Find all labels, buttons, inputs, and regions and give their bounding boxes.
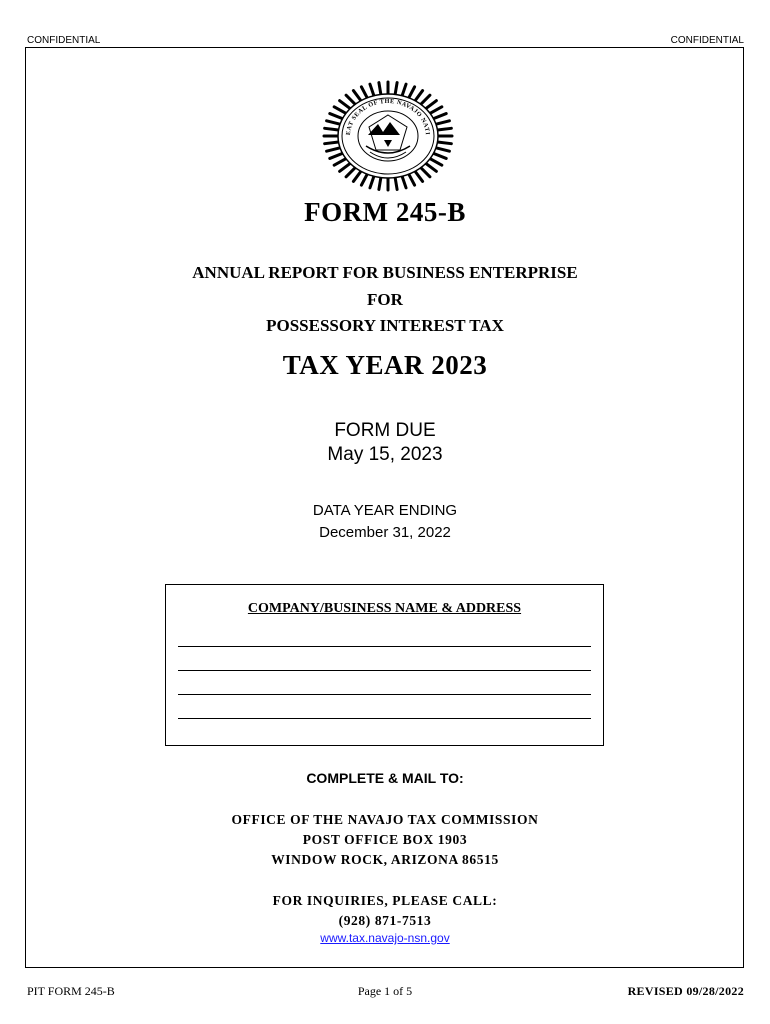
header-confidential-left: CONFIDENTIAL — [27, 35, 101, 46]
company-address-line[interactable] — [178, 670, 591, 671]
mail-to-label: COMPLETE & MAIL TO: — [306, 770, 464, 786]
form-title: FORM 245-B — [304, 197, 466, 227]
inquiries-website-link[interactable]: www.tax.navajo-nsn.gov — [320, 931, 450, 945]
subtitle-line-1: ANNUAL REPORT FOR BUSINESS ENTERPRISE — [192, 263, 578, 282]
subtitle-line-2: FOR — [367, 290, 403, 309]
company-address-box — [165, 584, 604, 746]
inquiries-phone: (928) 871-7513 — [338, 913, 432, 928]
form-due-label: FORM DUE — [334, 420, 436, 441]
company-address-line[interactable] — [178, 646, 591, 647]
form-due-date: May 15, 2023 — [327, 444, 443, 465]
company-address-line[interactable] — [178, 718, 591, 719]
footer-page-number: Page 1 of 5 — [357, 984, 413, 998]
data-year-date: December 31, 2022 — [319, 524, 451, 541]
company-address-label: COMPANY/BUSINESS NAME & ADDRESS — [247, 601, 522, 616]
footer-form-id: PIT FORM 245-B — [27, 984, 115, 998]
inquiries-label: FOR INQUIRIES, PLEASE CALL: — [272, 893, 498, 908]
mail-address-line-3: WINDOW ROCK, ARIZONA 86515 — [271, 852, 499, 867]
mail-address-line-1: OFFICE OF THE NAVAJO TAX COMMISSION — [231, 812, 539, 827]
navajo-nation-seal-icon — [320, 80, 456, 192]
mail-address-line-2: POST OFFICE BOX 1903 — [302, 832, 468, 847]
company-address-line[interactable] — [178, 694, 591, 695]
subtitle-line-3: POSSESSORY INTEREST TAX — [266, 316, 504, 335]
svg-text:GREAT SEAL OF THE NAVAJO NATIO: EAT SEAL OF THE NAVAJO NATI — [344, 97, 432, 136]
header-confidential-right: CONFIDENTIAL — [670, 35, 744, 46]
data-year-label: DATA YEAR ENDING — [312, 502, 458, 519]
footer-revised-date: REVISED 09/28/2022 — [627, 984, 744, 998]
tax-year-heading: TAX YEAR 2023 — [282, 350, 488, 380]
